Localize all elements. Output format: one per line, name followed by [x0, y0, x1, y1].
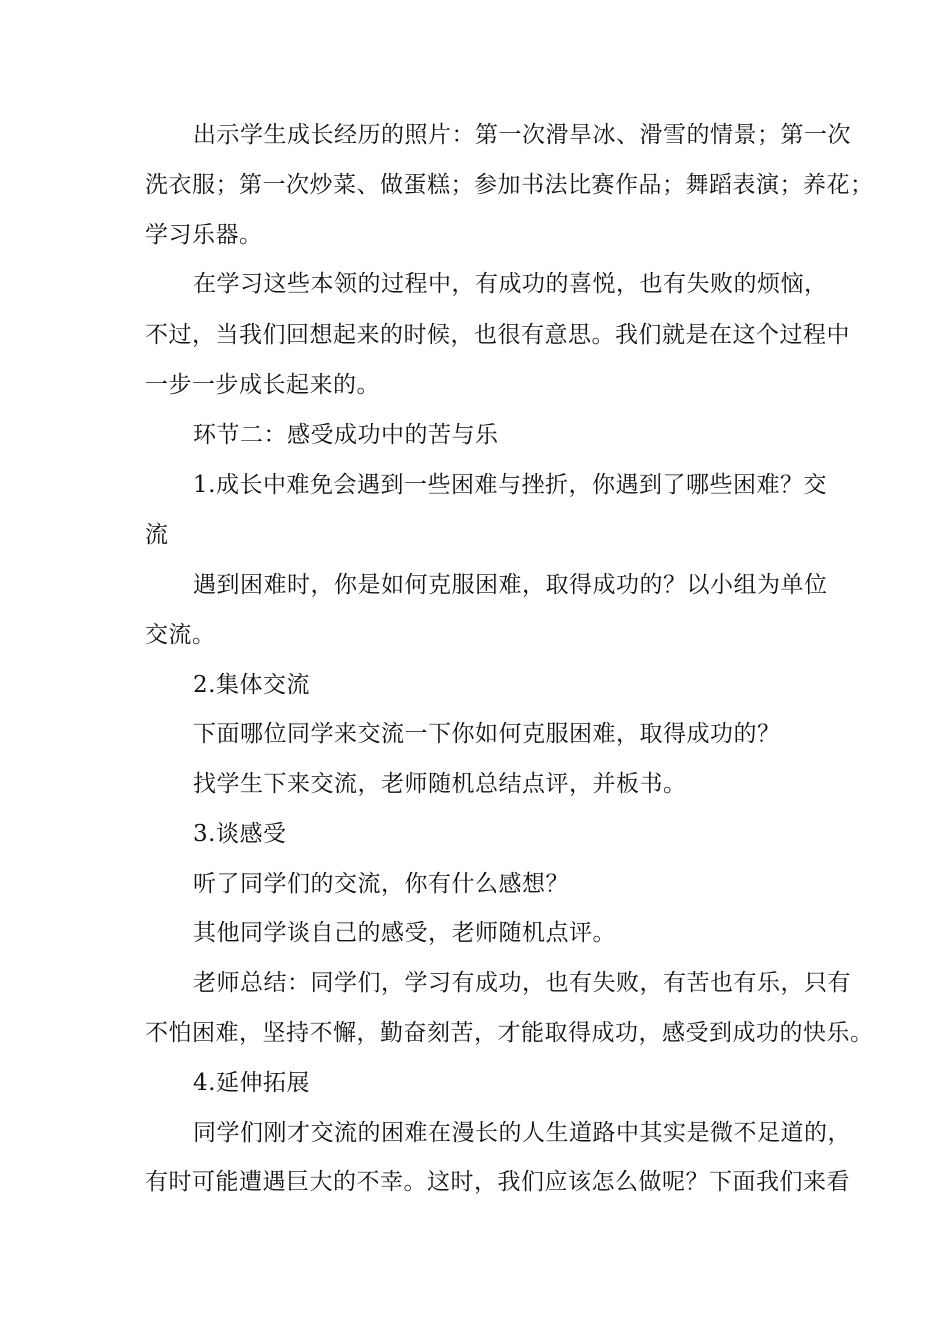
text-line: 下面哪位同学来交流一下你如何克服困难，取得成功的？	[193, 721, 781, 747]
text-line: 其他同学谈自己的感受，老师随机点评。	[193, 920, 616, 946]
text-line: 1.成长中难免会遇到一些困难与挫折，你遇到了哪些困难？交	[193, 472, 827, 498]
text-line: 老师总结：同学们，学习有成功，也有失败，有苦也有乐，只有	[193, 970, 851, 996]
text-line: 找学生下来交流，老师随机总结点评，并板书。	[193, 771, 687, 797]
text-line: 流	[145, 522, 169, 548]
text-line: 2.集体交流	[193, 672, 310, 698]
text-line: 遇到困难时，你是如何克服困难，取得成功的？以小组为单位	[193, 572, 828, 598]
text-line: 洗衣服；第一次炒菜、做蛋糕；参加书法比赛作品；舞蹈表演；养花；	[145, 172, 874, 198]
text-line: 4.延伸拓展	[193, 1070, 310, 1096]
text-line: 交流。	[145, 622, 216, 648]
text-line: 有时可能遭遇巨大的不幸。这时，我们应该怎么做呢？下面我们来看	[145, 1169, 850, 1195]
section-heading: 环节二：感受成功中的苦与乐	[193, 422, 499, 448]
text-line: 一步一步成长起来的。	[145, 372, 380, 398]
text-line: 不过，当我们回想起来的时候，也很有意思。我们就是在这个过程中	[145, 322, 850, 348]
text-line: 3.谈感受	[193, 821, 287, 847]
text-line: 不怕困难，坚持不懈，勤奋刻苦，才能取得成功，感受到成功的快乐。	[145, 1020, 874, 1046]
text-line: 在学习这些本领的过程中，有成功的喜悦，也有失败的烦恼，	[193, 271, 828, 297]
text-line: 学习乐器。	[145, 222, 263, 248]
text-line: 听了同学们的交流，你有什么感想？	[193, 871, 569, 897]
text-line: 出示学生成长经历的照片：第一次滑旱冰、滑雪的情景；第一次	[193, 122, 851, 148]
text-line: 同学们刚才交流的困难在漫长的人生道路中其实是微不足道的，	[193, 1120, 851, 1146]
